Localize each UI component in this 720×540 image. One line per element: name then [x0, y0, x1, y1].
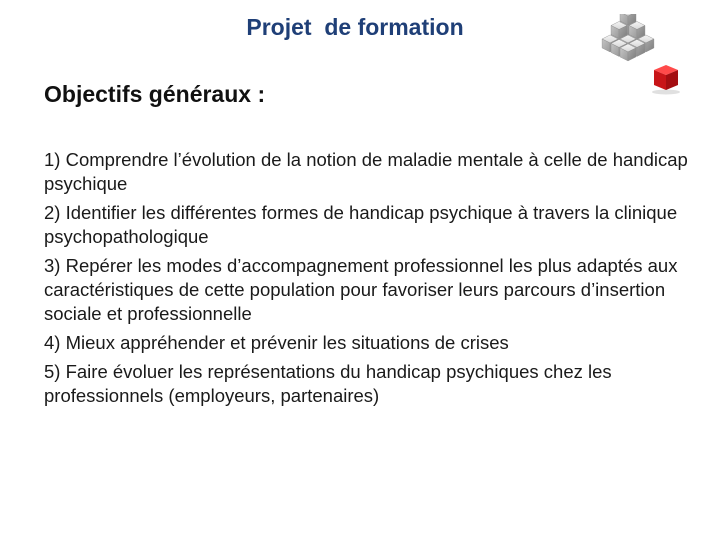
- cubes-cluster-icon: [572, 14, 692, 96]
- slide-title: Projet de formation: [246, 14, 464, 40]
- objectives-list: [44, 148, 704, 408]
- objective-item: 4) Mieux appréhender et prévenir les situations de crises: [44, 332, 509, 353]
- objective-item: 1) Comprendre l’évolution de la notion de maladie mentale à celle de handicap psychique: [44, 149, 688, 194]
- objectives-heading: Objectifs généraux :: [44, 81, 266, 107]
- objective-item: 5) Faire évoluer les représentations du handicap psychiques chez les professionnels (employeurs, partenaires): [44, 361, 612, 406]
- objective-item: 2) Identifier les différentes formes de handicap psychique à travers la clinique psychopathologique: [44, 202, 678, 247]
- objective-item: 3) Repérer les modes d’accompagnement professionnel les plus adaptés aux caractéristiques de cette population pour favoriser leurs parcours d’insertion sociale et professionnelle: [44, 255, 678, 324]
